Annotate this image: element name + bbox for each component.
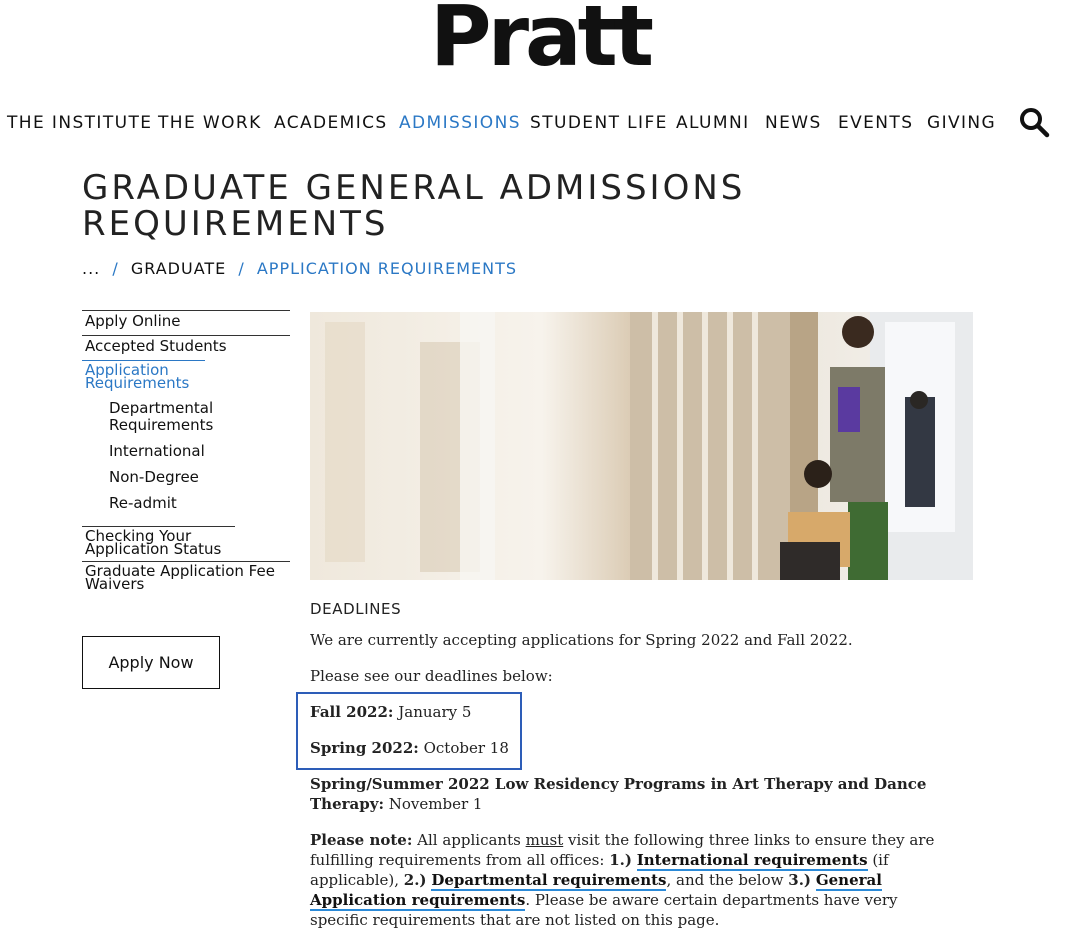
general-requirements-link[interactable]: General Application requirements [310, 871, 882, 909]
nav-academics[interactable]: ACADEMICS [274, 113, 388, 133]
deadlines-heading: DEADLINES [310, 600, 402, 618]
breadcrumb-ellipsis[interactable]: ... [82, 259, 101, 278]
breadcrumb-current: APPLICATION REQUIREMENTS [256, 259, 518, 278]
note-text: , and the below [666, 871, 784, 889]
note-number: 3.) [788, 871, 812, 889]
nav-news[interactable]: NEWS [765, 113, 822, 133]
breadcrumb-graduate[interactable]: GRADUATE [130, 259, 227, 278]
note-label: Please note: [310, 831, 413, 849]
hero-image [310, 312, 973, 580]
fall-label: Fall 2022: [310, 703, 394, 721]
low-residency-date: November 1 [388, 795, 483, 813]
sidebar-item-application-requirements[interactable]: Application Requirements [82, 360, 205, 393]
note-text: All applicants [417, 831, 521, 849]
see-deadlines-text: Please see our deadlines below: [310, 667, 553, 685]
note-number: 1.) [609, 851, 632, 869]
nav-giving[interactable]: GIVING [927, 113, 997, 133]
international-requirements-link[interactable]: International requirements [636, 851, 868, 869]
sidebar-item-checking-status[interactable]: Checking Your Application Status [82, 526, 235, 561]
nav-admissions[interactable]: ADMISSIONS [399, 113, 521, 133]
sidebar-sub-international[interactable]: International [109, 442, 205, 460]
low-residency-label: Spring/Summer 2022 Low Residency Programs in Art Therapy and Dance Therapy: [310, 775, 927, 813]
note-number: 2.) [403, 871, 427, 889]
page-title [82, 170, 882, 242]
page-title-line-1: GRADUATE GENERAL ADMISSIONS [82, 168, 746, 208]
sidebar-item-apply-online[interactable]: Apply Online [82, 310, 290, 335]
nav-events[interactable]: EVENTS [838, 113, 914, 133]
fall-deadline [310, 702, 960, 722]
search-icon[interactable] [1018, 106, 1050, 138]
pratt-logo[interactable]: Pratt [430, 0, 650, 85]
sidebar-sub-departmental[interactable]: Departmental Requirements [109, 399, 214, 434]
main-nav [0, 113, 1080, 139]
nav-the-institute[interactable]: THE INSTITUTE [7, 113, 153, 133]
main-content [310, 600, 960, 946]
sidebar-item-fee-waivers[interactable]: Graduate Application Fee Waivers [82, 561, 290, 594]
note-text: (if applicable), [310, 851, 889, 889]
spring-label: Spring 2022: [310, 739, 419, 757]
breadcrumb [82, 259, 523, 278]
apply-now-button[interactable]: Apply Now [82, 636, 220, 689]
note-text: . Please be aware certain departments have very specific requirements that are not listed on this page. [310, 891, 898, 929]
sidebar-item-accepted-students[interactable]: Accepted Students [82, 335, 290, 360]
sidebar-sub-non-degree[interactable]: Non-Degree [109, 468, 199, 486]
spring-deadline [310, 738, 960, 758]
nav-the-work[interactable]: THE WORK [158, 113, 262, 133]
fall-date: January 5 [398, 703, 472, 721]
note-must: must [525, 831, 564, 849]
note-text: visit the following three links to ensure they are fulfilling requirements from all offices: [310, 831, 935, 869]
departmental-requirements-link[interactable]: Departmental requirements [431, 871, 667, 889]
breadcrumb-separator: / [238, 259, 245, 278]
accepting-text: We are currently accepting applications for Spring 2022 and Fall 2022. [310, 631, 853, 649]
note-paragraph [310, 830, 960, 930]
sidebar-subnav [82, 393, 290, 512]
page-title-line-2: REQUIREMENTS [82, 204, 389, 244]
nav-student-life[interactable]: STUDENT LIFE [530, 113, 668, 133]
sidebar-sub-readmit[interactable]: Re-admit [109, 494, 177, 512]
sidebar-nav [82, 310, 290, 594]
low-residency-deadline [310, 774, 960, 814]
nav-alumni[interactable]: ALUMNI [676, 113, 750, 133]
breadcrumb-separator: / [112, 259, 119, 278]
spring-date: October 18 [423, 739, 509, 757]
